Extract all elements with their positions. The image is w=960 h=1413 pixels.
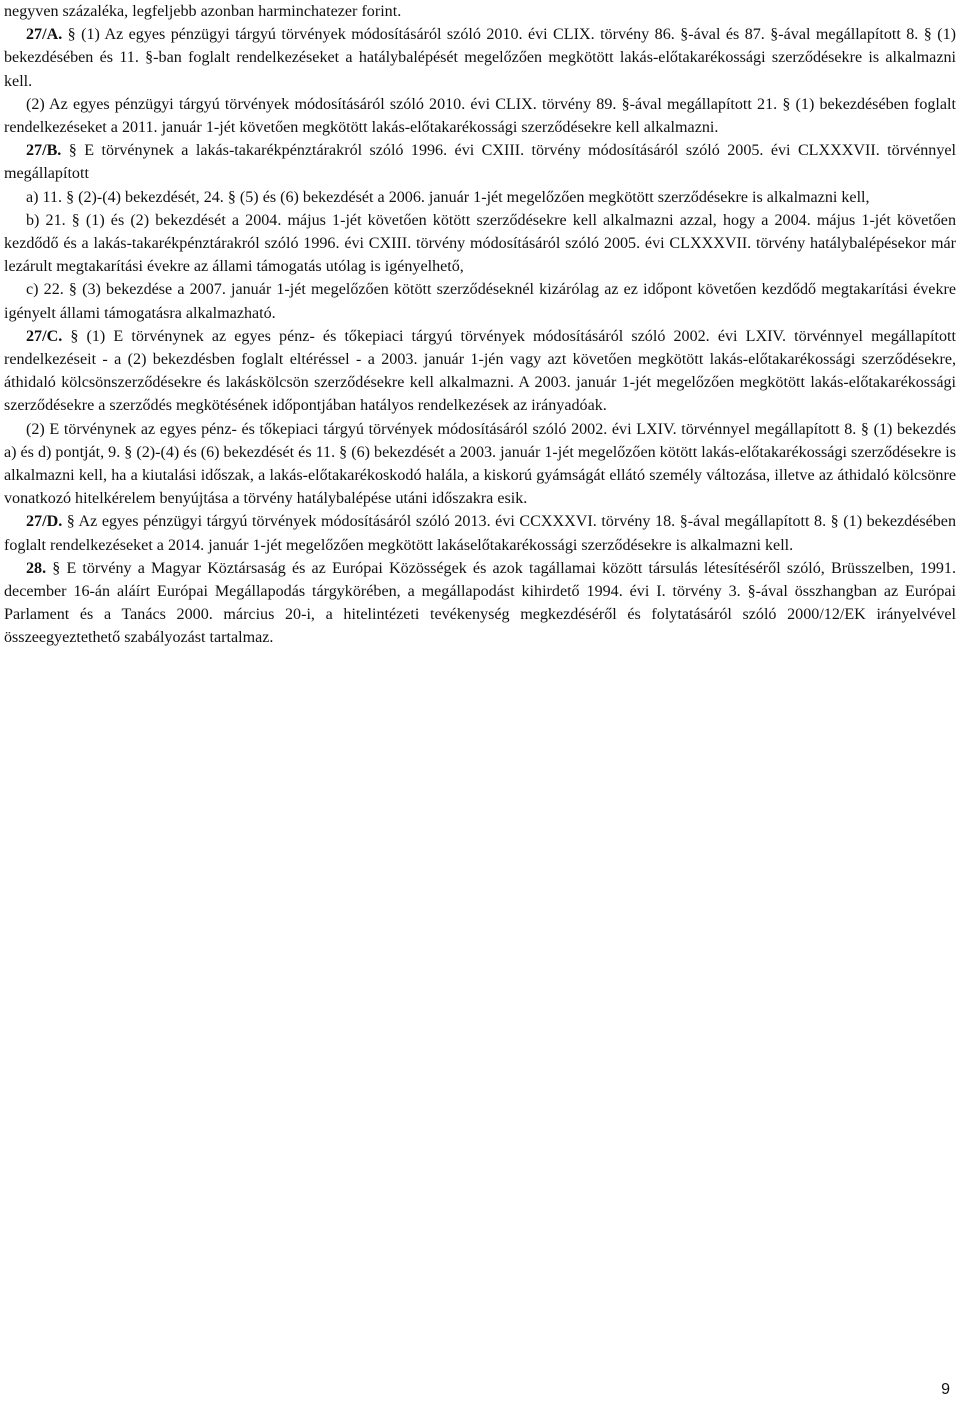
section-number: 28.	[26, 559, 47, 577]
paragraph-text: (2) E törvénynek az egyes pénz- és tőkepiaci tárgyú törvények módosításáról szóló 2002. évi LXIV. törvénnyel megállapított 8. § (1) bekezdés a) és d) pontját, 9. § (2)-(4) és (6) bekezdését és 11. § (6) bekezdését a 2003. január 1-jét megelőzően kötött lakás-előtakarékossági szerződésekre is alkalmazni kell, ha a kiutalási időszak, a lakás-előtakarékoskodó halála, a kiskorú gyámságát ellátó személy változása, illetve az áthidaló kölcsönre vonatkozó hitelkérelem benyújtása a törvény hatálybalépése utáni időszakra esik.	[4, 420, 956, 508]
page-number: 9	[941, 1381, 950, 1398]
paragraph-text: § Az egyes pénzügyi tárgyú törvények módosításáról szóló 2013. évi CCXXXVI. törvény 18. §-ával megállapított 8. § (1) bekezdésében foglalt rendelkezéseket a 2014. január 1-jét megelőzően megkötött lakáselőtakarékossági szerződésekre is alkalmazni kell.	[4, 513, 956, 554]
section-27c-paragraph-1	[4, 325, 956, 418]
section-27c-paragraph-2	[4, 418, 956, 511]
section-27b-point-c	[4, 278, 956, 324]
paragraph-text: a) 11. § (2)-(4) bekezdését, 24. § (5) és (6) bekezdését a 2006. január 1-jét megelőzően megkötött szerződésekre is alkalmazni kell,	[26, 188, 870, 206]
section-27b-point-b	[4, 209, 956, 279]
section-number: 27/B.	[26, 142, 62, 160]
section-27b-paragraph	[4, 139, 956, 185]
paragraph-text: b) 21. § (1) és (2) bekezdését a 2004. május 1-jét követően kötött szerződésekre kell alkalmazni azzal, hogy a 2004. május 1-jét követően kezdődő és a lakás-takarékpénztárakról szóló 1996. évi CXIII. törvény módosításáról szóló 2005. évi CLXXXVII. törvény hatálybalépésekor már lezárult megtakarítási évekre az állami támogatás utólag is igényelhető,	[4, 211, 956, 276]
paragraph-text: negyven százaléka, legfeljebb azonban harminchatezer forint.	[4, 3, 402, 20]
paragraph	[4, 0, 956, 23]
paragraph-text: c) 22. § (3) bekezdése a 2007. január 1-jét megelőzően kötött szerződéseknél kizárólag az ez időpont követően kezdődő megtakarítási évekre igényelt állami támogatásra alkalmazható.	[4, 281, 956, 322]
paragraph-text: § E törvénynek a lakás-takarékpénztárakról szóló 1996. évi CXIII. törvény módosításáról szóló 2005. évi CLXXXVII. törvénnyel megállapított	[4, 142, 956, 183]
section-number: 27/A.	[26, 26, 63, 44]
section-27d-paragraph	[4, 510, 956, 556]
section-number: 27/C.	[26, 327, 63, 345]
paragraph-text: (2) Az egyes pénzügyi tárgyú törvények módosításáról szóló 2010. évi CLIX. törvény 89. §-ával megállapított 21. § (1) bekezdésében foglalt rendelkezéseket a 2011. január 1-jét követően megkötött lakás-előtakarékossági szerződésekre kell alkalmazni.	[4, 95, 956, 137]
section-27b-point-a	[4, 186, 956, 209]
paragraph-text: § E törvény a Magyar Köztársaság és az Európai Közösségek és azok tagállamai között társulás létesítéséről szóló, Brüsszelben, 1991. december 16-án aláírt Európai Megállapodás tárgykörében, a megállapodást kihirdető 1994. évi I. törvény 3. §-ával összhangban az Európai Parlament és a Tanács 2000. március 20-i, a hitelintézeti tevékenység megkezdéséről és folytatásáról szóló 2000/12/EK irányelvével összeegyeztethető szabályozást tartalmaz.	[4, 559, 956, 647]
document-body	[4, 0, 956, 650]
section-28-paragraph	[4, 557, 956, 650]
section-27a-paragraph-2	[4, 93, 956, 139]
section-number: 27/D.	[26, 513, 63, 531]
section-27a-paragraph-1	[4, 23, 956, 93]
paragraph-text: § (1) E törvénynek az egyes pénz- és tőkepiaci tárgyú törvények módosításáról szóló 2002. évi LXIV. törvénnyel megállapított rendelkezéseit - a (2) bekezdésben foglalt eltéréssel - a 2003. január 1-jén vagy azt követően megkötött lakás-előtakarékossági szerződésekre, áthidaló kölcsönszerződésekre és lakáskölcsön szerződésekre kell alkalmazni. A 2003. január 1-jét megelőzően megkötött lakás-előtakarékossági szerződésekre a szerződés megkötésének időpontjában hatályos rendelkezések az irányadóak.	[4, 327, 956, 415]
paragraph-text: § (1) Az egyes pénzügyi tárgyú törvények módosításáról szóló 2010. évi CLIX. törvény 86. §-ával és 87. §-ával megállapított 8. § (1) bekezdésében és 11. §-ban foglalt rendelkezéseket a hatálybalépését megelőzően megkötött lakás-előtakarékossági szerződésekre is alkalmazni kell.	[4, 26, 956, 90]
